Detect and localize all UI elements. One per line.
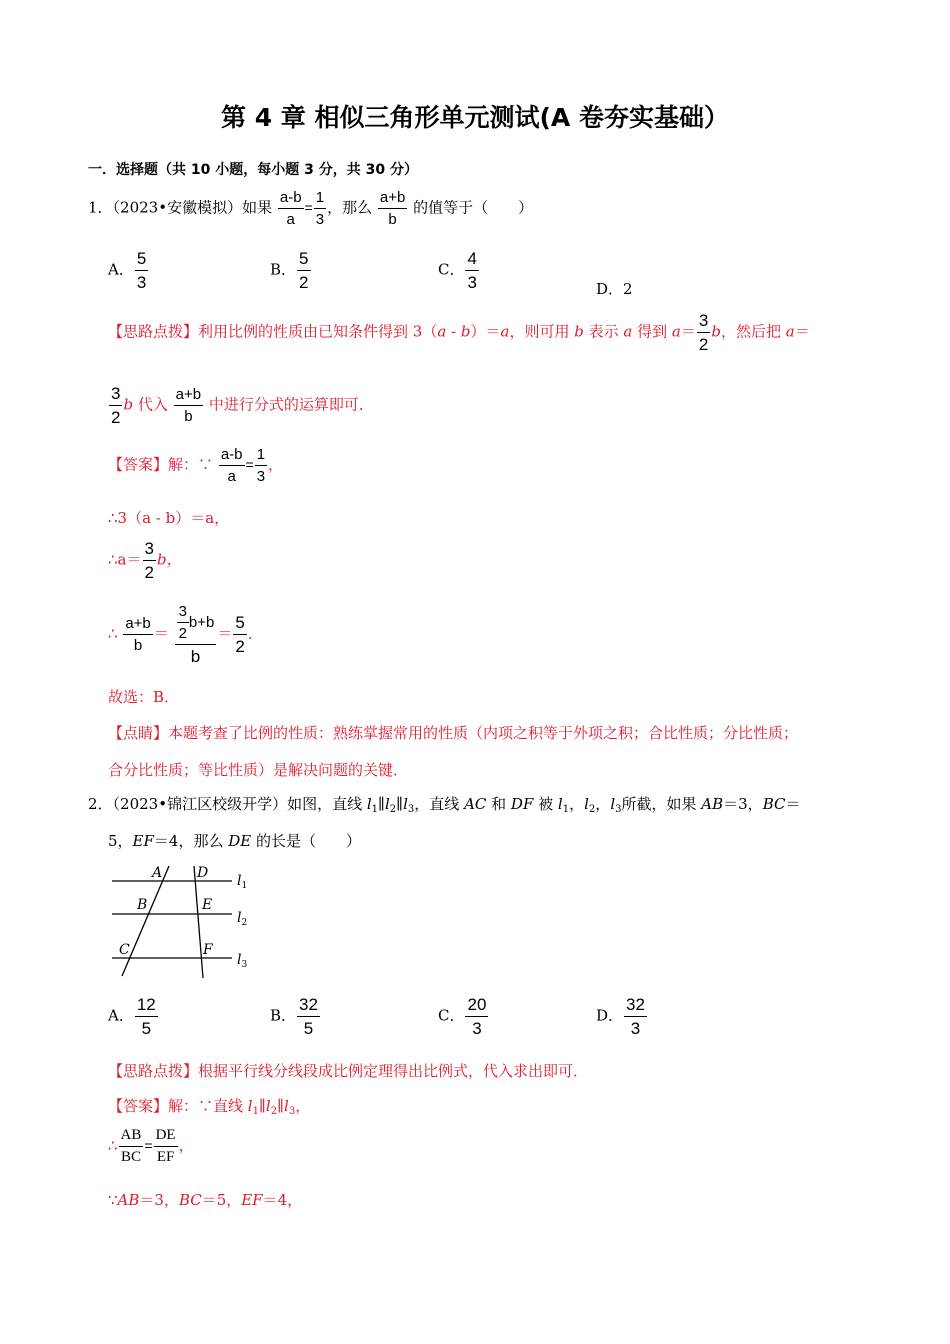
fraction-three-halves: $\frac{3}{2}$	[698, 311, 709, 354]
option-fraction: $\frac{4}{3}$	[467, 249, 477, 292]
question-1-stem	[88, 190, 533, 227]
option-fraction: $\frac{32}{3}$	[626, 995, 645, 1038]
q1-step-3: ∴ $\frac{a+b}{b}$ ＝ $\frac{3}{2}$ b+b b ＝ $\frac{5}{2}$ ．	[108, 603, 263, 666]
label-a: A	[152, 865, 163, 881]
q2-step-2: ∵AB＝3，BC＝5，EF＝4，	[108, 1191, 303, 1209]
q1-answer-line: 【答案】解：∵ $\frac{a-b}{a}$ = $\frac{1}{3}$ ，	[108, 446, 284, 485]
option-fraction: $\frac{12}{5}$	[136, 995, 156, 1038]
fraction-a-plus-b-over-b: $\frac{a+b}{b}$	[379, 189, 406, 228]
label-b: B	[137, 897, 148, 913]
fraction-one-third: $\frac{1}{3}$	[256, 446, 266, 485]
question-2-stem-line2: 5，EF＝4，那么 DE 的长是（ ）	[108, 832, 361, 850]
q1-choice: 故选：B．	[108, 688, 180, 706]
q2-step-1: ∴ $\frac{AB}{BC}$ = $\frac{DE}{EF}$ ，	[108, 1127, 194, 1165]
q1-note-line2: 合分比性质；等比性质）是解决问题的关键．	[108, 761, 409, 779]
q2-option-b[interactable]: B． $\frac{32}{5}$	[270, 995, 318, 1038]
fraction-a-plus-b-over-b: $\frac{a+b}{b}$	[125, 615, 151, 654]
q2-hint: 【思路点拨】根据平行线分线段成比例定理得出比例式，代入求出即可．	[108, 1062, 589, 1080]
label-d: D	[197, 865, 209, 881]
q1-hint-line1: 【思路点拨】利用比例的性质由已知条件得到 3（a - b）＝a，则可用 b 表示 a 得到 a＝ $\frac{3}{2}$ b，然后把 a＝	[108, 311, 810, 354]
option-fraction: $\frac{32}{5}$	[299, 995, 318, 1038]
option-fraction: $\frac{5}{2}$	[299, 249, 309, 292]
compound-fraction: $\frac{3}{2}$ b+b b	[175, 604, 217, 665]
q2-option-c[interactable]: C． $\frac{20}{3}$	[438, 995, 487, 1038]
fraction-three-halves: $\frac{3}{2}$	[144, 539, 154, 582]
q1-option-a[interactable]: A． $\frac{5}{3}$	[108, 249, 147, 292]
fraction-three-halves: $\frac{3}{2}$	[111, 384, 121, 427]
q1-option-c[interactable]: C． $\frac{4}{3}$	[438, 249, 477, 292]
question-source: （2023•安徽模拟）如果	[112, 198, 273, 217]
fraction-de-over-ef: $\frac{DE}{EF}$	[155, 1127, 176, 1165]
section-heading: 一．选择题（共 10 小题，每小题 3 分，共 30 分）	[88, 162, 418, 178]
fraction-one-third: $\frac{1}{3}$	[315, 189, 325, 228]
line-ac	[122, 866, 169, 976]
fraction-five-halves: $\frac{5}{2}$	[235, 613, 245, 656]
question-number: 1．	[88, 198, 113, 217]
q1-note-line1: 【点睛】本题考查了比例的性质：熟练掌握常用的性质（内项之积等于外项之积；合比性质；分比性质；	[108, 724, 799, 742]
q1-option-b[interactable]: B． $\frac{5}{2}$	[270, 249, 309, 292]
q2-answer-line: 【答案】解：∵直线 $l_1\parallel l_2\parallel l_3$，	[108, 1097, 311, 1117]
label-f: F	[203, 942, 213, 958]
q1-hint-line2: $\frac{3}{2}$ b 代入 $\frac{a+b}{b}$ 中进行分式的运算即可．	[111, 384, 374, 427]
label-l2: $l_2$	[237, 910, 248, 928]
label-l3: $l_3$	[237, 952, 248, 970]
q1-option-d[interactable]: D．2	[596, 280, 633, 298]
answer-tag: 【答案】	[108, 455, 169, 474]
parallel-lines-figure	[108, 860, 258, 980]
equals-sign: =	[304, 199, 313, 216]
stem-connector: ，那么	[327, 198, 373, 217]
hint-tag: 【思路点拨】	[108, 1062, 199, 1080]
answer-tag: 【答案】	[108, 1097, 169, 1115]
q1-step-1: ∴3（a - b）＝a，	[108, 509, 230, 527]
option-fraction: $\frac{20}{3}$	[467, 995, 487, 1038]
label-l1: $l_1$	[237, 873, 248, 891]
fraction-a-minus-b-over-a: $\frac{a-b}{a}$	[220, 446, 243, 485]
fraction-ab-over-bc: $\frac{AB}{BC}$	[120, 1127, 142, 1165]
question-2-stem-line1: 2．（2023•锦江区校级开学）如图，直线 $l_1\parallel l_2\parallel l_3$，直线 AC 和 DF 被 $l_1$，$l_2$，$l_3$所截，如果 AB＝3，BC＝	[88, 795, 801, 815]
fraction-a-minus-b-over-a: $\frac{a-b}{a}$	[279, 189, 302, 228]
q1-step-2: ∴a＝ $\frac{3}{2}$ b，	[108, 539, 182, 582]
line-df	[194, 866, 203, 978]
option-fraction: $\frac{5}{3}$	[136, 249, 147, 292]
hint-tag: 【思路点拨】	[108, 322, 199, 341]
q2-option-d[interactable]: D． $\frac{32}{3}$	[596, 995, 645, 1038]
q2-option-a[interactable]: A． $\frac{12}{5}$	[108, 995, 156, 1038]
note-tag: 【点睛】	[108, 724, 169, 742]
fraction-a-plus-b-over-b: $\frac{a+b}{b}$	[175, 386, 202, 425]
page-title: 第 4 章 相似三角形单元测试(A 卷夯实基础）	[221, 103, 729, 132]
label-e: E	[202, 897, 213, 913]
stem-tail: 的值等于（ ）	[413, 198, 534, 217]
label-c: C	[119, 942, 130, 958]
